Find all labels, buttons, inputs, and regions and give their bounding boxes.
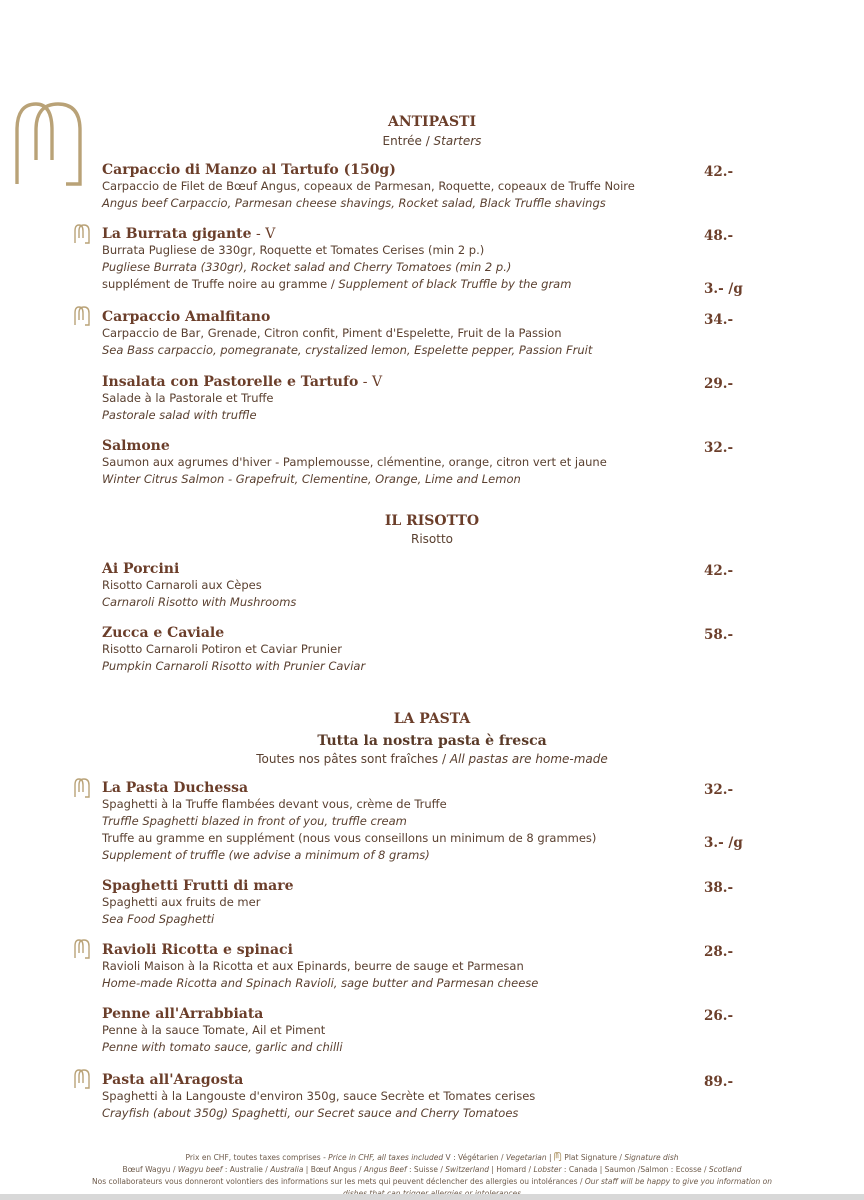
dish-price: 29.-: [704, 376, 734, 392]
dish-description-fr: Penne à la sauce Tomate, Ail et Piment: [102, 1023, 326, 1037]
dish-ai-porcini: [102, 561, 742, 611]
dish-description-en: Pumpkin Carnaroli Risotto with Prunier Caviar: [102, 659, 366, 673]
dish-title: Ravioli Ricotta e spinaci: [102, 942, 293, 958]
dish-title: La Burrata gigante - V: [102, 226, 276, 242]
dish-description-en: Truffle Spaghetti blazed in front of you, truffle cream: [102, 814, 407, 828]
dish-description-en: Penne with tomato sauce, garlic and chilli: [102, 1040, 343, 1054]
bottom-divider: [0, 1194, 864, 1200]
dish-price: 26.-: [704, 1008, 734, 1024]
section-subtitle-antipasti: Entrée / Starters: [382, 134, 482, 148]
dish-description-en: Home-made Ricotta and Spinach Ravioli, sage butter and Parmesan cheese: [102, 976, 539, 990]
dish-penne-arrabbiata: [102, 1006, 742, 1056]
dish-price: 42.-: [704, 164, 734, 180]
dish-description-en: Crayfish (about 350g) Spaghetti, our Secret sauce and Cherry Tomatoes: [102, 1106, 519, 1120]
dish-description-en: Winter Citrus Salmon - Grapefruit, Clementine, Orange, Lime and Lemon: [102, 472, 521, 486]
section-title-risotto: IL RISOTTO: [384, 513, 480, 529]
dish-title: Zucca e Caviale: [102, 625, 225, 641]
dish-price: 32.-: [704, 440, 734, 456]
dish-title: Carpaccio Amalfitano: [102, 309, 271, 325]
signature-dish-icon: [74, 778, 92, 798]
dish-description-fr: Salade à la Pastorale et Truffe: [102, 391, 274, 405]
section-subtitle-pasta: Toutes nos pâtes sont fraîches / All pastas are home-made: [256, 752, 608, 766]
dish-title: Salmone: [102, 438, 170, 454]
footer-line-3: Nos collaborateurs vous donneront volontiers des informations sur les mets qui peuvent déclencher des allergies ou intolérances / Our staff will be happy to give you information on: [92, 1177, 772, 1186]
dish-supplement-fr: Truffe au gramme en supplément (nous vous conseillons un minimum de 8 grammes): [102, 831, 597, 845]
dish-supplement-en: Supplement of truffle (we advise a minimum of 8 grams): [102, 848, 430, 862]
dish-title: La Pasta Duchessa: [102, 780, 249, 796]
section-subtitle-risotto: Risotto: [410, 532, 454, 546]
dish-salmone: [102, 438, 742, 488]
dish-pasta-aragosta: [102, 1072, 742, 1122]
dish-zucca-caviale: [102, 625, 742, 675]
supplement-price: 3.- /g: [704, 835, 743, 851]
dish-pasta-duchessa: [102, 780, 742, 864]
dish-description-fr: Carpaccio de Filet de Bœuf Angus, copeaux de Parmesan, Roquette, copeaux de Truffe Noire: [102, 179, 635, 193]
section-title-antipasti: ANTIPASTI: [387, 114, 477, 130]
dish-title: Spaghetti Frutti di mare: [102, 878, 294, 894]
dish-insalata: [102, 374, 742, 424]
dish-description-fr: Risotto Carnaroli Potiron et Caviar Prunier: [102, 642, 342, 656]
dish-description-fr: Spaghetti aux fruits de mer: [102, 895, 261, 909]
dish-title: Penne all'Arrabbiata: [102, 1006, 264, 1022]
dish-description-fr: Spaghetti à la Langouste d'environ 350g, sauce Secrète et Tomates cerises: [102, 1089, 536, 1103]
supplement-price: 3.- /g: [704, 281, 743, 297]
dish-frutti-di-mare: [102, 878, 742, 928]
dish-description-fr: Saumon aux agrumes d'hiver - Pamplemousse, clémentine, orange, citron vert et jaune: [102, 455, 607, 469]
footer-notes: [80, 1152, 784, 1200]
dish-description-fr: Burrata Pugliese de 330gr, Roquette et Tomates Cerises (min 2 p.): [102, 243, 485, 257]
dish-description-en: Sea Food Spaghetti: [102, 912, 215, 926]
dish-price: 32.-: [704, 782, 734, 798]
footer-line-2: Bœuf Wagyu / Wagyu beef : Australie / Australia | Bœuf Angus / Angus Beef : Suisse / Switzerland | Homard / Lobster : Canada | Saumon /Salmon : Ecosse / Scotland: [122, 1165, 742, 1174]
dish-carpaccio-manzo: [102, 162, 742, 212]
signature-dish-icon: [74, 306, 92, 326]
dish-description-fr: Ravioli Maison à la Ricotta et aux Epinards, beurre de sauge et Parmesan: [102, 959, 524, 973]
dish-description-en: Pugliese Burrata (330gr), Rocket salad and Cherry Tomatoes (min 2 p.): [102, 260, 512, 274]
dish-burrata: [102, 226, 742, 293]
dish-price: 28.-: [704, 944, 734, 960]
dish-carpaccio-amalfitano: [102, 309, 742, 359]
dish-title: Ai Porcini: [102, 561, 180, 577]
dish-description-fr: Carpaccio de Bar, Grenade, Citron confit, Piment d'Espelette, Fruit de la Passion: [102, 326, 562, 340]
signature-dish-icon: [554, 1152, 562, 1161]
signature-dish-icon: [74, 224, 92, 244]
dish-price: 34.-: [704, 312, 734, 328]
dish-description-fr: Risotto Carnaroli aux Cèpes: [102, 578, 262, 592]
dish-description-fr: Spaghetti à la Truffe flambées devant vous, crème de Truffe: [102, 797, 447, 811]
dish-ravioli: [102, 942, 742, 992]
signature-dish-icon: [74, 1069, 92, 1089]
dish-price: 38.-: [704, 880, 734, 896]
dish-description-en: Carnaroli Risotto with Mushrooms: [102, 595, 297, 609]
footer-line-1: Prix en CHF, toutes taxes comprises - Price in CHF, all taxes included V : Végétarien / Vegetarian | Plat Signature / Signature dish: [185, 1153, 679, 1162]
dish-supplement: supplément de Truffe noire au gramme / Supplement of black Truffle by the gram: [102, 277, 572, 291]
dish-price: 48.-: [704, 228, 734, 244]
dish-title: Pasta all'Aragosta: [102, 1072, 244, 1088]
dish-price: 89.-: [704, 1074, 734, 1090]
dish-price: 42.-: [704, 563, 734, 579]
dish-price: 58.-: [704, 627, 734, 643]
dish-description-en: Pastorale salad with truffle: [102, 408, 257, 422]
dish-title: Insalata con Pastorelle e Tartufo - V: [102, 374, 383, 390]
pasta-headline: Tutta la nostra pasta è fresca: [317, 733, 547, 749]
signature-dish-icon: [74, 939, 92, 959]
section-title-pasta: LA PASTA: [393, 711, 471, 727]
dish-description-en: Sea Bass carpaccio, pomegranate, crystalized lemon, Espelette pepper, Passion Fruit: [102, 343, 593, 357]
dish-description-en: Angus beef Carpaccio, Parmesan cheese shavings, Rocket salad, Black Truffle shavings: [102, 196, 606, 210]
dish-title: Carpaccio di Manzo al Tartufo (150g): [102, 162, 396, 178]
